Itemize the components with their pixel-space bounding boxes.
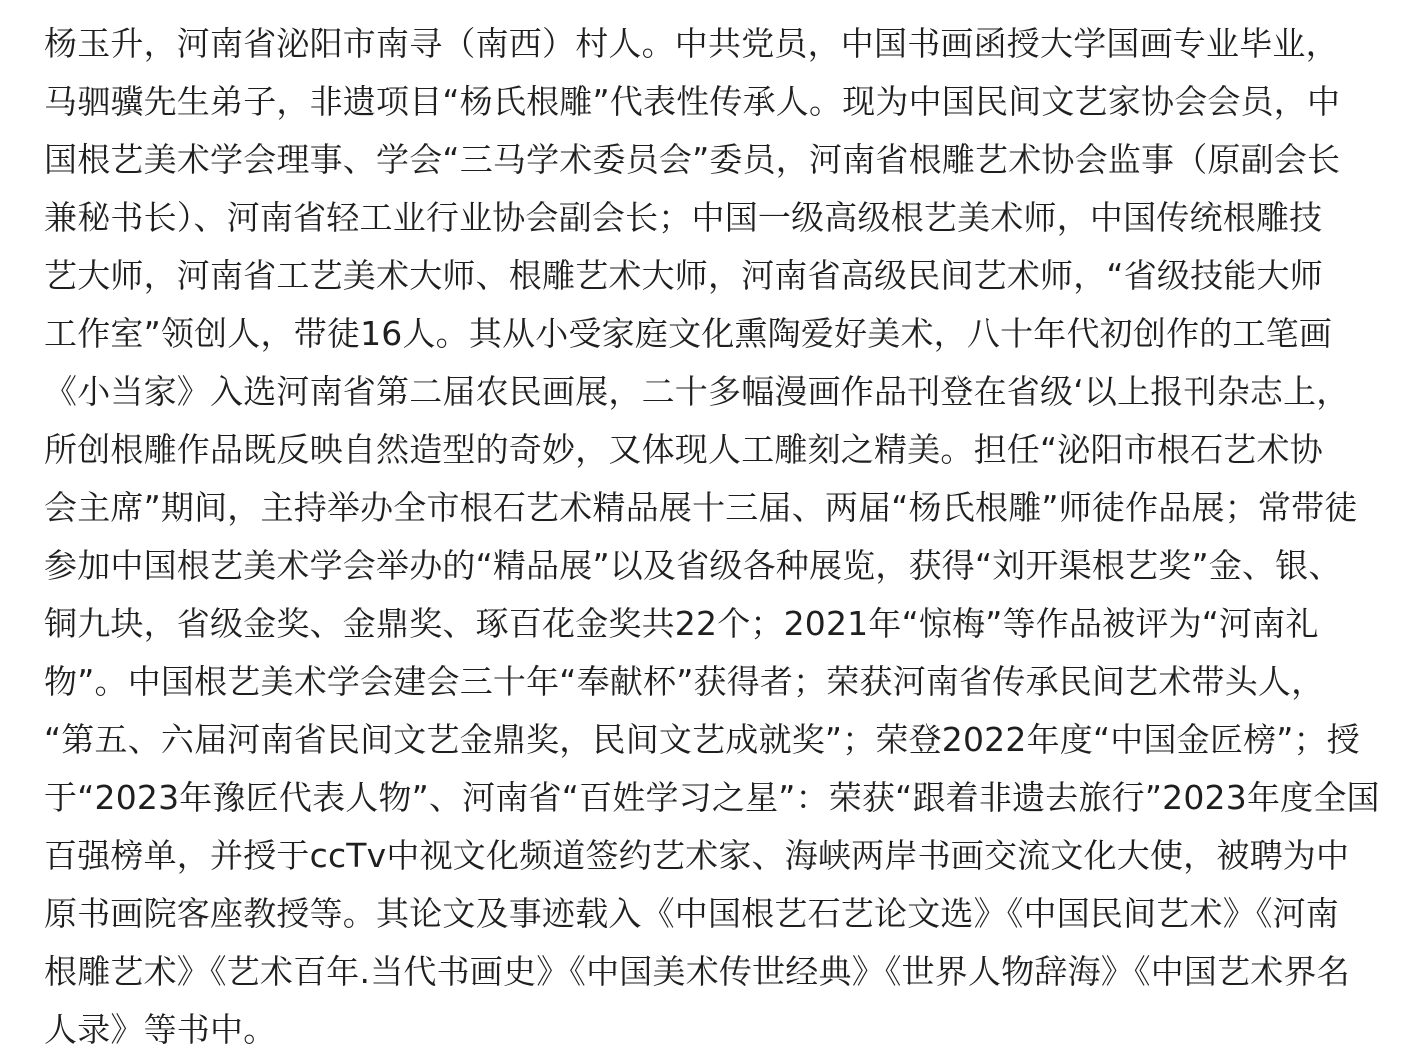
text-line: 会主席”期间，主持举办全市根石艺术精品展十三届、两届“杨氏根雕”师徒作品展；常带徒 [44, 488, 1358, 527]
text-line: 杨玉升，河南省泌阳市南寻（南西）村人。中共党员，中国书画函授大学国画专业毕业， [44, 24, 1339, 63]
text-line: 人录》等书中。 [44, 1010, 277, 1049]
text-line: 国根艺美术学会理事、学会“三马学术委员会”委员，河南省根雕艺术协会监事（原副会长 [44, 140, 1341, 179]
text-line: 兼秘书长）、河南省轻工业行业协会副会长；中国一级高级根艺美术师，中国传统根雕技 [44, 198, 1323, 237]
text-line: 物”。中国根艺美术学会建会三十年“奉献杯”获得者；荣获河南省传承民间艺术带头人， [44, 662, 1325, 701]
text-line: 艺大师，河南省工艺美术大师、根雕艺术大师，河南省高级民间艺术师，“省级技能大师 [44, 256, 1323, 295]
text-line: 参加中国根艺美术学会举办的“精品展”以及省级各种展览，获得“刘开渠根艺奖”金、银、 [44, 546, 1342, 585]
text-line: 工作室”领创人，带徒16人。其从小受家庭文化熏陶爱好美术，八十年代初创作的工笔画 [44, 314, 1333, 353]
text-line: 马驷骥先生弟子，非遗项目“杨氏根雕”代表性传承人。现为中国民间文艺家协会会员，中 [44, 82, 1341, 121]
text-line: 铜九块，省级金奖、金鼎奖、琢百花金奖共22个；2021年“惊梅”等作品被评为“河南礼 [44, 604, 1319, 643]
text-line: “第五、六届河南省民间文艺金鼎奖，民间文艺成就奖”；荣登2022年度“中国金匠榜”；授 [44, 720, 1360, 759]
text-line: 《小当家》入选河南省第二届农民画展，二十多幅漫画作品刊登在省级‘以上报刊杂志上， [44, 372, 1350, 411]
text-line: 于“2023年豫匠代表人物”、河南省“百姓学习之星”：荣获“跟着非遗去旅行”2023年度全国 [44, 778, 1380, 817]
text-line: 原书画院客座教授等。其论文及事迹载入《中国根艺石艺论文选》《中国民间艺术》《河南 [44, 894, 1339, 933]
text-line: 根雕艺术》《艺术百年.当代书画史》《中国美术传世经典》《世界人物辞海》《中国艺术界名 [44, 952, 1350, 991]
text-line: 所创根雕作品既反映自然造型的奇妙，又体现人工雕刻之精美。担任“泌阳市根石艺术协 [44, 430, 1323, 469]
text-line: 百强榜单，并授于ccTv中视文化频道签约艺术家、海峡两岸书画交流文化大使，被聘为中 [44, 836, 1350, 875]
